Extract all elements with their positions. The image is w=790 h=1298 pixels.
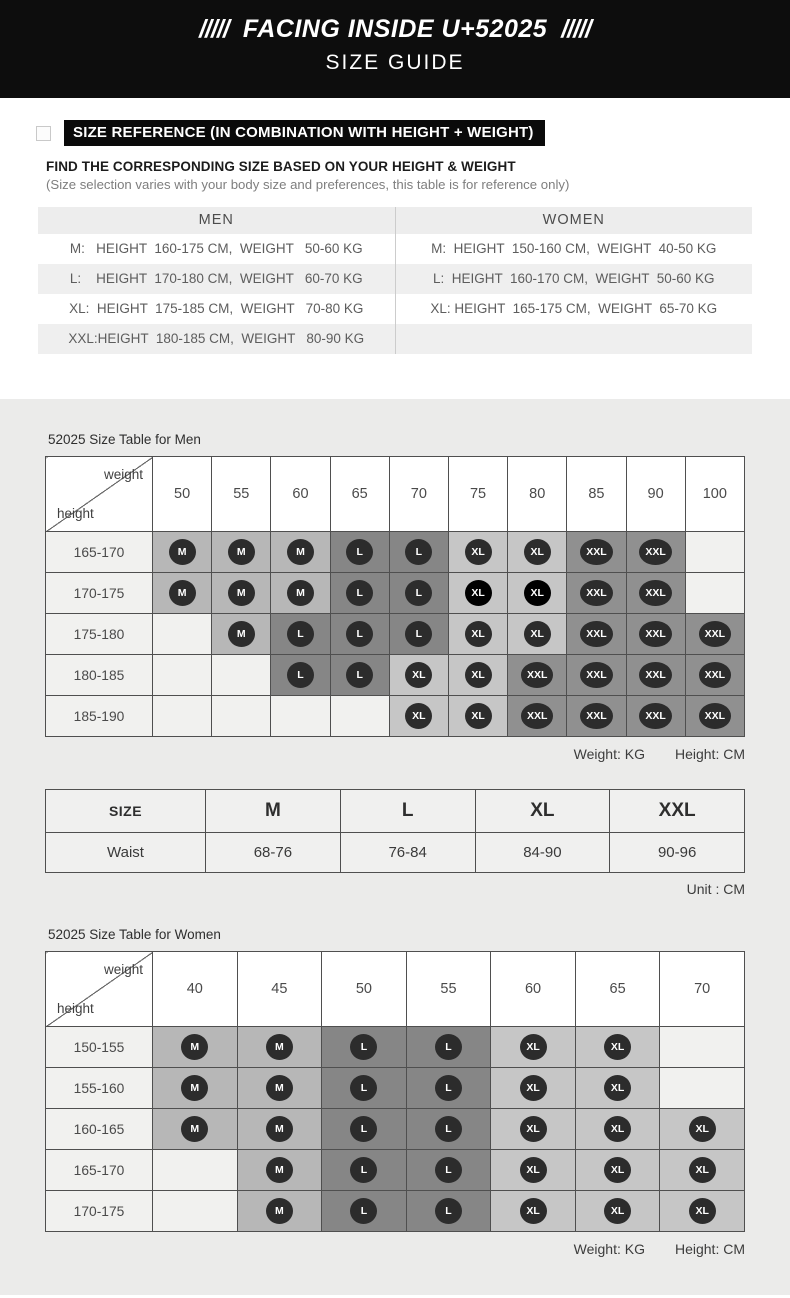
size-cell bbox=[271, 614, 330, 655]
size-badge: M bbox=[169, 539, 196, 565]
size-cell bbox=[389, 573, 448, 614]
height-unit-label: Height: CM bbox=[674, 1241, 745, 1257]
size-cell bbox=[237, 1191, 322, 1232]
height-row-header: 155-160 bbox=[46, 1068, 153, 1109]
size-cell bbox=[212, 655, 271, 696]
size-grid-row bbox=[46, 1027, 745, 1068]
size-cell bbox=[322, 1150, 407, 1191]
size-cell bbox=[322, 1109, 407, 1150]
size-cell bbox=[626, 532, 685, 573]
size-label-header: L bbox=[340, 790, 475, 833]
size-cell bbox=[448, 532, 507, 573]
reference-heading: FIND THE CORRESPONDING SIZE BASED ON YOUR HEIGHT & WEIGHT bbox=[46, 159, 516, 174]
size-cell bbox=[153, 1150, 238, 1191]
size-cell bbox=[271, 573, 330, 614]
size-cell bbox=[575, 1191, 660, 1232]
size-badge: M bbox=[228, 621, 255, 647]
size-badge: XL bbox=[520, 1034, 547, 1060]
height-row-header: 180-185 bbox=[46, 655, 153, 696]
size-cell bbox=[491, 1191, 576, 1232]
size-badge: M bbox=[181, 1116, 208, 1142]
reference-cell: M: HEIGHT 150-160 CM, WEIGHT 40-50 KG bbox=[396, 234, 753, 264]
waist-value-cell: 68-76 bbox=[206, 833, 341, 873]
size-cell bbox=[330, 614, 389, 655]
weight-column-header: 90 bbox=[626, 457, 685, 532]
size-badge: L bbox=[435, 1198, 462, 1224]
size-badge: M bbox=[266, 1034, 293, 1060]
size-badge: XXL bbox=[639, 621, 671, 647]
size-badge: M bbox=[181, 1075, 208, 1101]
size-badge: XXL bbox=[639, 580, 671, 606]
size-badge: XL bbox=[520, 1116, 547, 1142]
weight-column-header: 60 bbox=[271, 457, 330, 532]
size-badge: XL bbox=[465, 580, 492, 606]
weight-column-header: 85 bbox=[567, 457, 626, 532]
weight-column-header: 80 bbox=[508, 457, 567, 532]
size-tables-section bbox=[0, 399, 790, 1295]
size-cell bbox=[271, 532, 330, 573]
size-badge: M bbox=[228, 580, 255, 606]
size-cell bbox=[491, 1068, 576, 1109]
reference-cell: L: HEIGHT 160-170 CM, WEIGHT 50-60 KG bbox=[396, 264, 753, 294]
size-badge: L bbox=[405, 621, 432, 647]
unit-note: Unit : CM bbox=[686, 881, 745, 897]
size-badge: XL bbox=[465, 621, 492, 647]
men-women-reference-table bbox=[38, 207, 752, 354]
size-badge: XXL bbox=[639, 662, 671, 688]
reference-row bbox=[38, 234, 752, 264]
weight-column-header: 55 bbox=[212, 457, 271, 532]
size-badge: XXL bbox=[580, 580, 612, 606]
size-badge: L bbox=[350, 1034, 377, 1060]
height-row-header: 185-190 bbox=[46, 696, 153, 737]
size-cell bbox=[322, 1068, 407, 1109]
size-badge: M bbox=[287, 580, 314, 606]
size-cell bbox=[626, 573, 685, 614]
size-grid-row bbox=[46, 1191, 745, 1232]
size-cell bbox=[406, 1068, 491, 1109]
size-cell bbox=[660, 1191, 745, 1232]
weight-unit-label: Weight: KG bbox=[573, 746, 645, 762]
weight-column-header: 75 bbox=[448, 457, 507, 532]
reference-column-header: MEN bbox=[38, 207, 396, 234]
size-cell bbox=[330, 696, 389, 737]
weight-column-header: 100 bbox=[685, 457, 744, 532]
weight-column-header: 45 bbox=[237, 952, 322, 1027]
women-grid-footnote bbox=[45, 1241, 745, 1257]
reference-cell: XL: HEIGHT 165-175 CM, WEIGHT 65-70 KG bbox=[396, 294, 753, 324]
size-badge: L bbox=[405, 580, 432, 606]
size-cell bbox=[575, 1109, 660, 1150]
brand-line bbox=[0, 15, 790, 44]
size-badge: XXL bbox=[521, 662, 553, 688]
size-badge: L bbox=[350, 1075, 377, 1101]
size-cell bbox=[153, 573, 212, 614]
size-badge: XL bbox=[465, 662, 492, 688]
size-cell bbox=[567, 696, 626, 737]
size-badge: XL bbox=[604, 1075, 631, 1101]
size-grid-row bbox=[46, 573, 745, 614]
size-badge: XL bbox=[524, 539, 551, 565]
size-badge: XXL bbox=[580, 662, 612, 688]
size-cell bbox=[389, 532, 448, 573]
men-size-grid-wrap bbox=[45, 456, 745, 737]
reference-column-header: WOMEN bbox=[396, 207, 753, 234]
size-cell bbox=[685, 532, 744, 573]
size-cell bbox=[508, 614, 567, 655]
size-badge: XXL bbox=[521, 703, 553, 729]
waist-size-table bbox=[45, 789, 745, 873]
height-row-header: 160-165 bbox=[46, 1109, 153, 1150]
size-cell bbox=[626, 696, 685, 737]
size-badge: L bbox=[346, 580, 373, 606]
size-label-header: XXL bbox=[610, 790, 745, 833]
size-badge: L bbox=[405, 539, 432, 565]
size-badge: L bbox=[346, 621, 373, 647]
size-cell bbox=[153, 1191, 238, 1232]
size-cell bbox=[575, 1150, 660, 1191]
size-badge: XL bbox=[604, 1157, 631, 1183]
women-size-grid-wrap bbox=[45, 951, 745, 1232]
checkbox-icon bbox=[36, 126, 51, 141]
size-badge: L bbox=[435, 1075, 462, 1101]
size-cell bbox=[660, 1068, 745, 1109]
size-badge: XXL bbox=[699, 662, 731, 688]
size-cell bbox=[212, 532, 271, 573]
size-badge: XL bbox=[520, 1157, 547, 1183]
size-cell bbox=[448, 614, 507, 655]
size-badge: L bbox=[350, 1198, 377, 1224]
corner-height-label: height bbox=[57, 506, 94, 521]
corner-weight-label: weight bbox=[103, 962, 143, 977]
waist-size-table-wrap bbox=[45, 789, 745, 873]
size-grid-row bbox=[46, 532, 745, 573]
size-cell bbox=[491, 1150, 576, 1191]
size-badge: M bbox=[266, 1116, 293, 1142]
size-cell bbox=[685, 655, 744, 696]
women-table-title: 52025 Size Table for Women bbox=[48, 927, 221, 942]
reference-cell: M: HEIGHT 160-175 CM, WEIGHT 50-60 KG bbox=[38, 234, 396, 264]
right-slashes-decoration: ///// bbox=[561, 15, 591, 43]
reference-note: (Size selection varies with your body size and preferences, this table is for reference only) bbox=[46, 177, 570, 192]
reference-row bbox=[38, 324, 752, 354]
size-cell bbox=[153, 1109, 238, 1150]
size-badge: M bbox=[266, 1157, 293, 1183]
size-badge: L bbox=[435, 1157, 462, 1183]
men-size-grid bbox=[45, 456, 745, 737]
reference-row bbox=[38, 264, 752, 294]
size-grid-row bbox=[46, 614, 745, 655]
size-badge: XL bbox=[405, 662, 432, 688]
size-label-header: M bbox=[206, 790, 341, 833]
size-badge: XXL bbox=[639, 703, 671, 729]
size-cell bbox=[237, 1027, 322, 1068]
size-cell bbox=[567, 614, 626, 655]
size-grid-row bbox=[46, 655, 745, 696]
size-badge: M bbox=[287, 539, 314, 565]
size-badge: XXL bbox=[580, 621, 612, 647]
size-cell bbox=[153, 532, 212, 573]
size-badge: XL bbox=[405, 703, 432, 729]
waist-value-cell: 76-84 bbox=[340, 833, 475, 873]
size-badge: XXL bbox=[580, 539, 612, 565]
size-badge: M bbox=[266, 1075, 293, 1101]
reference-cell: L: HEIGHT 170-180 CM, WEIGHT 60-70 KG bbox=[38, 264, 396, 294]
size-badge: L bbox=[350, 1116, 377, 1142]
size-cell bbox=[237, 1068, 322, 1109]
height-row-header: 175-180 bbox=[46, 614, 153, 655]
size-cell bbox=[567, 655, 626, 696]
size-badge: XL bbox=[520, 1075, 547, 1101]
size-cell bbox=[508, 573, 567, 614]
size-cell bbox=[626, 655, 685, 696]
size-badge: M bbox=[228, 539, 255, 565]
size-cell bbox=[575, 1068, 660, 1109]
size-badge: L bbox=[287, 662, 314, 688]
weight-column-header: 65 bbox=[575, 952, 660, 1027]
size-badge: L bbox=[435, 1116, 462, 1142]
size-cell bbox=[330, 532, 389, 573]
size-cell bbox=[660, 1109, 745, 1150]
size-cell bbox=[448, 655, 507, 696]
size-cell bbox=[212, 573, 271, 614]
size-badge: XL bbox=[465, 703, 492, 729]
size-badge: L bbox=[346, 662, 373, 688]
size-badge: XL bbox=[689, 1157, 716, 1183]
weight-column-header: 70 bbox=[660, 952, 745, 1027]
size-cell bbox=[575, 1027, 660, 1068]
men-grid-footnote bbox=[45, 746, 745, 762]
size-reference-section bbox=[0, 98, 790, 399]
weight-column-header: 65 bbox=[330, 457, 389, 532]
weight-unit-label: Weight: KG bbox=[573, 1241, 645, 1257]
section-label-row bbox=[36, 120, 790, 146]
size-cell bbox=[212, 696, 271, 737]
size-badge: L bbox=[435, 1034, 462, 1060]
weight-column-header: 40 bbox=[153, 952, 238, 1027]
size-cell bbox=[153, 1027, 238, 1068]
size-cell bbox=[508, 532, 567, 573]
size-badge: L bbox=[287, 621, 314, 647]
height-row-header: 165-170 bbox=[46, 1150, 153, 1191]
size-cell bbox=[389, 655, 448, 696]
reference-row bbox=[38, 294, 752, 324]
size-badge: XL bbox=[604, 1034, 631, 1060]
size-grid-row bbox=[46, 1068, 745, 1109]
waist-value-cell: 90-96 bbox=[610, 833, 745, 873]
size-cell bbox=[271, 696, 330, 737]
size-cell bbox=[567, 573, 626, 614]
size-cell bbox=[660, 1027, 745, 1068]
size-badge: XL bbox=[689, 1116, 716, 1142]
waist-row bbox=[46, 833, 745, 873]
size-cell bbox=[567, 532, 626, 573]
size-badge: XL bbox=[689, 1198, 716, 1224]
reference-cell: XXL:HEIGHT 180-185 CM, WEIGHT 80-90 KG bbox=[38, 324, 396, 354]
size-cell bbox=[406, 1109, 491, 1150]
size-cell bbox=[237, 1150, 322, 1191]
size-cell bbox=[508, 696, 567, 737]
size-cell bbox=[153, 696, 212, 737]
size-label-header: XL bbox=[475, 790, 610, 833]
corner-weight-label: weight bbox=[103, 467, 143, 482]
size-cell bbox=[153, 655, 212, 696]
size-badge: XXL bbox=[639, 539, 671, 565]
size-cell bbox=[330, 655, 389, 696]
weight-column-header: 55 bbox=[406, 952, 491, 1027]
size-column-header: SIZE bbox=[46, 790, 206, 833]
size-cell bbox=[271, 655, 330, 696]
size-badge: XL bbox=[465, 539, 492, 565]
weight-height-corner-cell bbox=[46, 457, 153, 532]
size-badge: M bbox=[181, 1034, 208, 1060]
size-badge: XL bbox=[524, 580, 551, 606]
size-badge: XL bbox=[524, 621, 551, 647]
reference-header-row bbox=[38, 207, 752, 234]
size-cell bbox=[153, 1068, 238, 1109]
size-cell bbox=[685, 573, 744, 614]
size-cell bbox=[322, 1191, 407, 1232]
size-cell bbox=[626, 614, 685, 655]
weight-column-header: 50 bbox=[322, 952, 407, 1027]
reference-cell bbox=[396, 324, 753, 354]
size-badge: L bbox=[350, 1157, 377, 1183]
size-cell bbox=[660, 1150, 745, 1191]
size-cell bbox=[491, 1109, 576, 1150]
size-cell bbox=[491, 1027, 576, 1068]
size-cell bbox=[508, 655, 567, 696]
size-cell bbox=[389, 696, 448, 737]
women-size-grid bbox=[45, 951, 745, 1232]
size-cell bbox=[330, 573, 389, 614]
size-cell bbox=[389, 614, 448, 655]
size-badge: M bbox=[169, 580, 196, 606]
size-cell bbox=[237, 1109, 322, 1150]
height-unit-label: Height: CM bbox=[674, 746, 745, 762]
men-table-title: 52025 Size Table for Men bbox=[48, 432, 201, 447]
height-row-header: 170-175 bbox=[46, 573, 153, 614]
section-label: SIZE REFERENCE (IN COMBINATION WITH HEIGHT + WEIGHT) bbox=[64, 120, 545, 146]
size-badge: L bbox=[346, 539, 373, 565]
size-cell bbox=[406, 1191, 491, 1232]
size-cell bbox=[153, 614, 212, 655]
top-banner bbox=[0, 0, 790, 98]
height-row-header: 165-170 bbox=[46, 532, 153, 573]
size-guide-title: SIZE GUIDE bbox=[325, 51, 465, 74]
size-badge: XL bbox=[604, 1116, 631, 1142]
size-grid-row bbox=[46, 1150, 745, 1191]
size-cell bbox=[685, 696, 744, 737]
brand-text: FACING INSIDE U+52025 bbox=[242, 15, 548, 43]
size-badge: XL bbox=[520, 1198, 547, 1224]
size-cell bbox=[448, 696, 507, 737]
waist-row-label: Waist bbox=[46, 833, 206, 873]
weight-column-header: 70 bbox=[389, 457, 448, 532]
size-cell bbox=[448, 573, 507, 614]
height-row-header: 170-175 bbox=[46, 1191, 153, 1232]
corner-height-label: height bbox=[57, 1001, 94, 1016]
size-badge: XXL bbox=[699, 703, 731, 729]
weight-height-corner-cell bbox=[46, 952, 153, 1027]
height-row-header: 150-155 bbox=[46, 1027, 153, 1068]
weight-column-header: 60 bbox=[491, 952, 576, 1027]
size-cell bbox=[212, 614, 271, 655]
size-cell bbox=[685, 614, 744, 655]
reference-cell: XL: HEIGHT 175-185 CM, WEIGHT 70-80 KG bbox=[38, 294, 396, 324]
size-cell bbox=[322, 1027, 407, 1068]
size-cell bbox=[406, 1150, 491, 1191]
size-badge: M bbox=[266, 1198, 293, 1224]
size-grid-row bbox=[46, 1109, 745, 1150]
left-slashes-decoration: ///// bbox=[199, 15, 229, 43]
size-badge: XXL bbox=[580, 703, 612, 729]
size-cell bbox=[406, 1027, 491, 1068]
weight-column-header: 50 bbox=[153, 457, 212, 532]
waist-value-cell: 84-90 bbox=[475, 833, 610, 873]
size-grid-row bbox=[46, 696, 745, 737]
size-badge: XXL bbox=[699, 621, 731, 647]
size-badge: XL bbox=[604, 1198, 631, 1224]
